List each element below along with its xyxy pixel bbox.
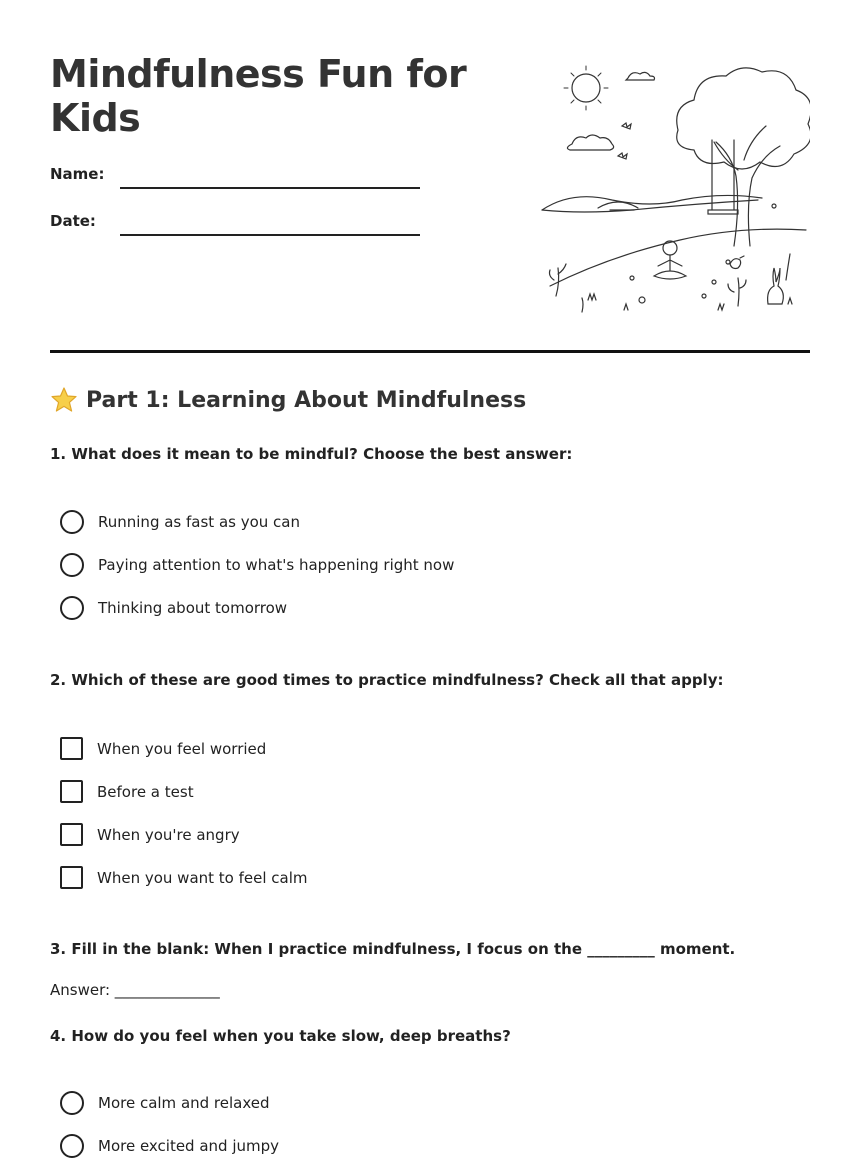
date-field[interactable] <box>120 234 420 236</box>
radio-button[interactable] <box>60 596 84 620</box>
question-3: 3. Fill in the blank: When I practice mindfulness, I focus on the _________ moment. <box>50 940 736 958</box>
q2-option-2[interactable] <box>60 780 194 803</box>
q2-option-4[interactable] <box>60 866 308 889</box>
question-2: 2. Which of these are good times to practice mindfulness? Check all that apply: <box>50 671 724 689</box>
checkbox[interactable] <box>60 737 83 760</box>
name-label: Name: <box>50 165 105 183</box>
radio-button[interactable] <box>60 1134 84 1158</box>
q4-option-2[interactable] <box>60 1134 279 1158</box>
q1-option-3[interactable] <box>60 596 287 620</box>
name-field[interactable] <box>120 187 420 189</box>
option-label: When you feel worried <box>97 739 267 758</box>
meditation-scene-illustration <box>538 60 810 322</box>
date-label: Date: <box>50 212 96 230</box>
question-4: 4. How do you feel when you take slow, deep breaths? <box>50 1027 511 1045</box>
option-label: Thinking about tomorrow <box>98 599 288 617</box>
q1-option-2[interactable] <box>60 553 454 577</box>
option-label: Before a test <box>97 782 194 801</box>
radio-button[interactable] <box>60 553 84 577</box>
checkbox[interactable] <box>60 780 83 803</box>
worksheet-title: Mindfulness Fun for Kids <box>50 52 467 140</box>
checkbox[interactable] <box>60 866 83 889</box>
part1-heading-text: Part 1: Learning About Mindfulness <box>86 387 527 413</box>
option-label: More excited and jumpy <box>98 1137 280 1155</box>
option-label: When you're angry <box>97 825 240 844</box>
option-label: Paying attention to what's happening right now <box>98 556 455 574</box>
section-divider <box>50 350 810 353</box>
q2-option-3[interactable] <box>60 823 240 846</box>
star-icon <box>50 386 78 414</box>
q1-option-1[interactable] <box>60 510 300 534</box>
option-label: More calm and relaxed <box>98 1094 270 1112</box>
part1-heading <box>50 386 526 414</box>
radio-button[interactable] <box>60 1091 84 1115</box>
question-1: 1. What does it mean to be mindful? Choose the best answer: <box>50 445 573 463</box>
q3-answer-field[interactable]: Answer: ______________ <box>50 981 220 999</box>
q4-option-1[interactable] <box>60 1091 270 1115</box>
option-label: When you want to feel calm <box>97 868 308 887</box>
radio-button[interactable] <box>60 510 84 534</box>
option-label: Running as fast as you can <box>98 513 300 531</box>
q2-option-1[interactable] <box>60 737 266 760</box>
checkbox[interactable] <box>60 823 83 846</box>
